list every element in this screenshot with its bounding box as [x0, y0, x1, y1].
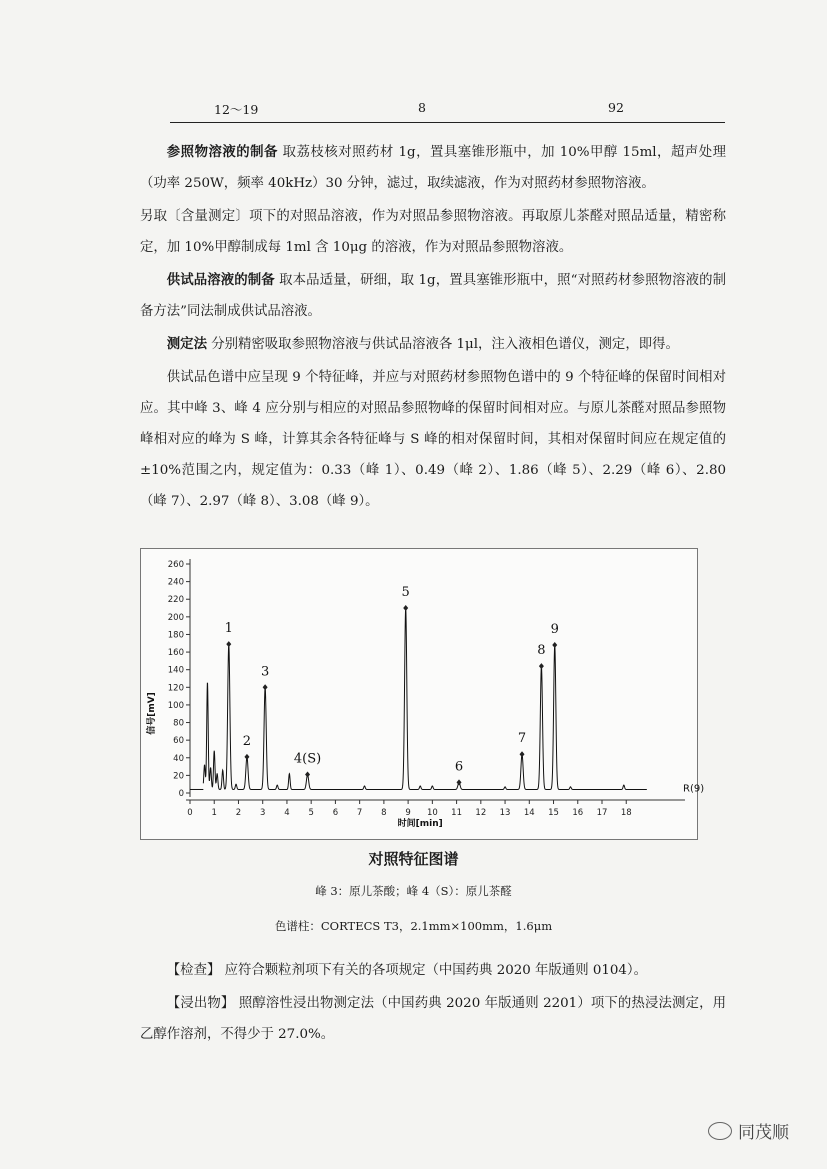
x-tick-label: 7 — [356, 808, 363, 818]
figure-column-note: 色谱柱：CORTECS T3，2.1mm×100mm，1.6μm — [274, 919, 553, 933]
x-tick-label: 4 — [284, 808, 290, 818]
peak-label: 6 — [454, 759, 464, 775]
x-tick-label: 6 — [332, 808, 339, 818]
x-tick-label: 11 — [451, 808, 463, 818]
y-tick-label: 160 — [167, 648, 184, 659]
x-tick-label: 14 — [523, 808, 535, 818]
watermark-brand: 同茂顺 — [738, 1123, 789, 1143]
paragraph-text: 另取〔含量测定〕项下的对照品溶液，作为对照品参照物溶液。再取原儿茶醛对照品适量，精密称定，加 10%甲醇制成每 1ml 含 10μg 的溶液，作为对照品参照物溶液。 — [140, 209, 726, 255]
series-label: R(9) — [683, 783, 705, 795]
y-axis-label: 信号[mV] — [147, 692, 157, 735]
page-header — [170, 98, 725, 123]
paragraph-sample-preparation — [140, 265, 726, 327]
y-tick-label: 240 — [167, 577, 184, 588]
y-tick-label: 60 — [173, 736, 184, 747]
paragraph-text: 取本品适量，研细，取 1g，置具塞锥形瓶中，照“对照药材参照物溶液的制备方法”同法制成供试品溶液。 — [140, 273, 726, 319]
peak-marker — [244, 754, 249, 760]
x-tick-label: 5 — [308, 808, 314, 818]
paragraph-reference-preparation — [140, 137, 726, 199]
y-tick-label: 0 — [178, 789, 184, 799]
peak-label: 1 — [224, 621, 233, 637]
y-tick-label: 100 — [167, 700, 184, 711]
main-text — [140, 137, 726, 519]
paragraph-label: 参照物溶液的制备 — [166, 144, 278, 160]
x-tick-label: 0 — [187, 808, 193, 818]
x-tick-label: 17 — [596, 808, 608, 818]
paragraph-label: 【浸出物】 — [166, 996, 235, 1011]
peak-marker — [539, 663, 544, 669]
paragraph-label: 测定法 — [166, 336, 207, 352]
paragraph-reference-continued — [140, 201, 726, 263]
paragraph-text: 照醇溶性浸出物测定法（中国药典 2020 年版通则 2201）项下的热浸法测定，用乙醇作溶剂，不得少于 27.0%。 — [140, 996, 726, 1042]
peak-label: 2 — [242, 733, 252, 749]
header-right: 92 — [608, 100, 624, 115]
peak-label: 8 — [537, 643, 546, 659]
y-tick-label: 40 — [173, 753, 184, 764]
x-tick-label: 13 — [499, 808, 511, 818]
peak-marker — [305, 772, 310, 778]
y-tick-label: 20 — [173, 771, 184, 782]
wechat-logo-icon — [708, 1122, 732, 1140]
peak-marker — [263, 684, 268, 690]
y-tick-label: 140 — [167, 665, 184, 676]
x-axis-label: 时间[min] — [397, 819, 443, 829]
chromatogram-chart — [140, 548, 705, 840]
x-tick-label: 8 — [381, 808, 387, 818]
header-page-number: 8 — [418, 100, 426, 115]
peak-marker — [552, 642, 557, 648]
peak-marker — [226, 641, 231, 647]
peak-marker — [457, 779, 462, 785]
peak-label: 5 — [401, 585, 410, 601]
x-tick-label: 10 — [426, 808, 438, 818]
x-tick-label: 3 — [259, 808, 266, 818]
peak-label: 4(S) — [293, 751, 322, 767]
peak-label: 3 — [260, 664, 270, 680]
header-left: 12～19 — [214, 102, 259, 117]
x-tick-label: 1 — [211, 808, 217, 818]
y-tick-label: 260 — [167, 560, 184, 570]
peak-marker — [403, 605, 408, 611]
chromatogram-trace — [203, 608, 647, 789]
paragraph-criteria — [140, 362, 726, 517]
x-tick-label: 2 — [235, 808, 242, 818]
x-tick-label: 18 — [620, 808, 632, 818]
y-tick-label: 80 — [173, 718, 184, 729]
tail-text — [140, 955, 726, 1052]
chromatogram-svg — [141, 549, 705, 839]
figure-title: 对照特征图谱 — [368, 850, 459, 868]
paragraph-label: 【检查】 — [166, 963, 221, 978]
paragraph-text: 分别精密吸取参照物溶液与供试品溶液各 1μl，注入液相色谱仪，测定，即得。 — [211, 337, 679, 352]
x-tick-label: 9 — [405, 808, 411, 818]
figure-peak-note: 峰 3：原儿茶酸；峰 4（S）：原儿茶醛 — [315, 884, 512, 898]
paragraph-text: 取荔枝核对照药材 1g，置具塞锥形瓶中，加 10%甲醇 15ml，超声处理（功率 250W，频率 40kHz）30 分钟，滤过，取续滤液，作为对照药材参照物溶液。 — [140, 145, 726, 191]
y-tick-label: 120 — [167, 683, 184, 694]
wechat-watermark — [708, 1118, 789, 1143]
x-tick-label: 15 — [548, 808, 559, 818]
paragraph-text: 应符合颗粒剂项下有关的各项规定（中国药典 2020 年版通则 0104）。 — [224, 963, 648, 978]
paragraph-text: 供试品色谱中应呈现 9 个特征峰，并应与对照药材参照物色谱中的 9 个特征峰的保留时间相对应。其中峰 3、峰 4 应分别与相应的对照品参照物峰的保留时间相对应。与原儿茶醛对照品参照物峰相对应的峰为 S 峰，计算其余各特征峰与 S 峰的相对保留时间，其相对保留时间应在规定值的±10%范围之内，规定值为：0.33（峰 1）、0.49（峰 2）、1.86（峰 5）、2.29（峰 6）、2.80（峰 7）、2.97（峰 8）、3.08（峰 9）。 — [140, 370, 726, 509]
paragraph-extract — [140, 988, 726, 1050]
x-tick-label: 16 — [572, 808, 584, 818]
paragraph-label: 供试品溶液的制备 — [166, 272, 275, 288]
paragraph-inspection — [140, 955, 726, 986]
y-tick-label: 220 — [167, 595, 184, 606]
y-tick-label: 200 — [167, 612, 184, 623]
peak-label: 7 — [517, 731, 527, 747]
x-tick-label: 12 — [475, 808, 487, 818]
peak-marker — [520, 751, 525, 757]
paragraph-method — [140, 329, 726, 360]
y-tick-label: 180 — [167, 630, 184, 641]
peak-label: 9 — [550, 622, 559, 638]
